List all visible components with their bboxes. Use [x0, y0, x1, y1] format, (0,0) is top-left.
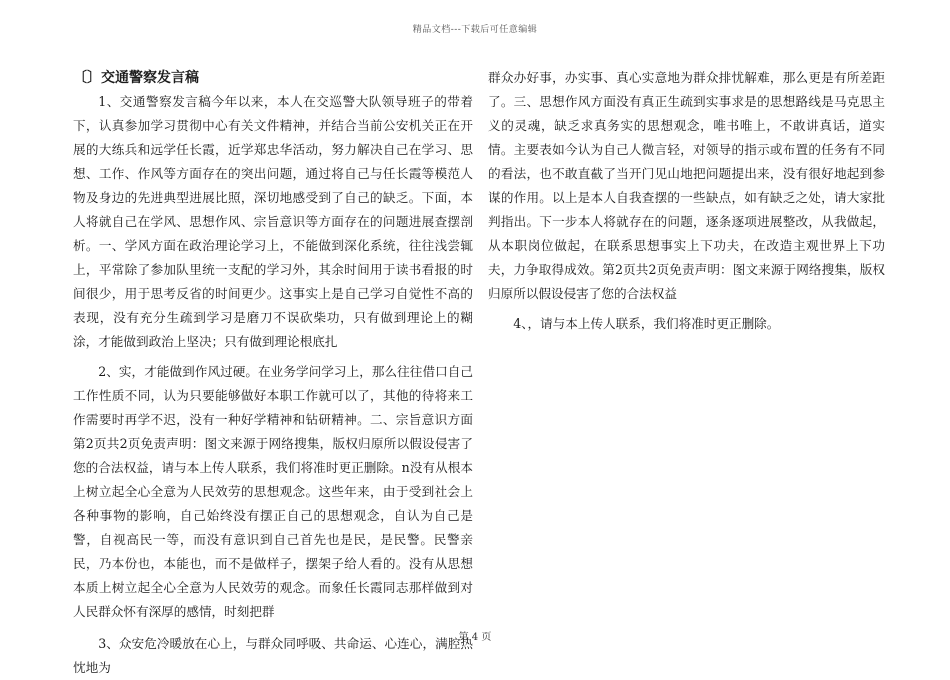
paragraph-2: 2、实，才能做到作风过硬。在业务学问学习上，那么往往借口自己工作性质不同，认为只要能够做好本职工作就可以了，其他的待将来工作需要时再学不迟，没有一种好学精神和钻研精神。二、宗旨意识方面第2页共2页免责声明：图文来源于网络搜集，版权归原所以假设侵害了您的合法权益，请与本上传人联系，我们将准时更正删除。n没有从根本上树立起全心全意为人民效劳的思想观念。这些年来，由于受到社会上各种事物的影响，自己始终没有摆正自己的思想观念，自认为自己是警，自视高民一等，而没有意识到自己首先也是民，是民警。民警亲民，乃本份也，本能也，而不是做样子，摆架子给人看的。没有从思想本质上树立起全心全意为人民效劳的观念。而象任长霞同志那样做到对人民群众怀有深厚的感情，时刻把群 [73, 364, 473, 619]
paragraph-1: 1、交通警察发言稿今年以来，本人在交巡警大队领导班子的带着下，认真参加学习贯彻中心有关文件精神，并结合当前公安机关正在开展的大练兵和远学任长霞，近学郑忠华活动，努力解决自己在学习、思想、工作、作风等方面存在的突出问题，通过将自己与任长霞等模范人物及身边的先进典型进展比照，深切地感受到了自己的缺乏。下面，本人将就自己在学风、思想作风、宗旨意识等方面存在的问题进展查摆剖析。一、学风方面在政治理论学习上，不能做到深化系统，往往浅尝辄上，平常除了参加队里统一支配的学习外，其余时间用于读书看报的时间很少，用于思考反省的时间更少。这事实上是自己学习自觉性不高的表现，没有充分生疏到学习是磨刀不误砍柴功，只有做到理论上的糊涂，才能做到政治上坚决；只有做到理论根底扎 [73, 94, 473, 349]
paragraph-4: 4、，请与本上传人联系，我们将准时更正删除。 [513, 316, 780, 331]
paragraph-3: 3、众安危冷暖放在心上，与群众同呼吸、共命运、心连心，满腔热忱地为 [73, 636, 473, 675]
page-header: 精品文档---下载后可任意编辑 [412, 25, 538, 35]
page-number: 第 4 页 [458, 632, 492, 643]
paragraph-3-continued: 群众办好事，办实事、真心实意地为群众排忧解难，那么更是有所差距了。三、思想作风方面没有真正生疏到实事求是的思想路线是马克思主义的灵魂，缺乏求真务实的思想观念，唯书唯上，不敢讲真话，道实情。主要表如今认为自己人微言轻，对领导的指示或布置的任务有不同的看法，也不敢直截了当开门见山地把问题提出来，没有很好地起到参谋的作用。以上是本人自我查摆的一些缺点，如有缺乏之处，请大家批判指出。下一步本人将就存在的问题，逐条逐项进展整改，从我做起，从本职岗位做起，在联系思想事实上下功夫，在改造主观世界上下功夫，力争取得成效。第2页共2页免责声明：图文来源于网络搜集，版权归原所以假设侵害了您的合法权益 [488, 70, 885, 301]
document-title: 〔〕交通警察发言稿 [73, 70, 199, 86]
left-column [73, 66, 473, 680]
right-column [488, 66, 885, 336]
